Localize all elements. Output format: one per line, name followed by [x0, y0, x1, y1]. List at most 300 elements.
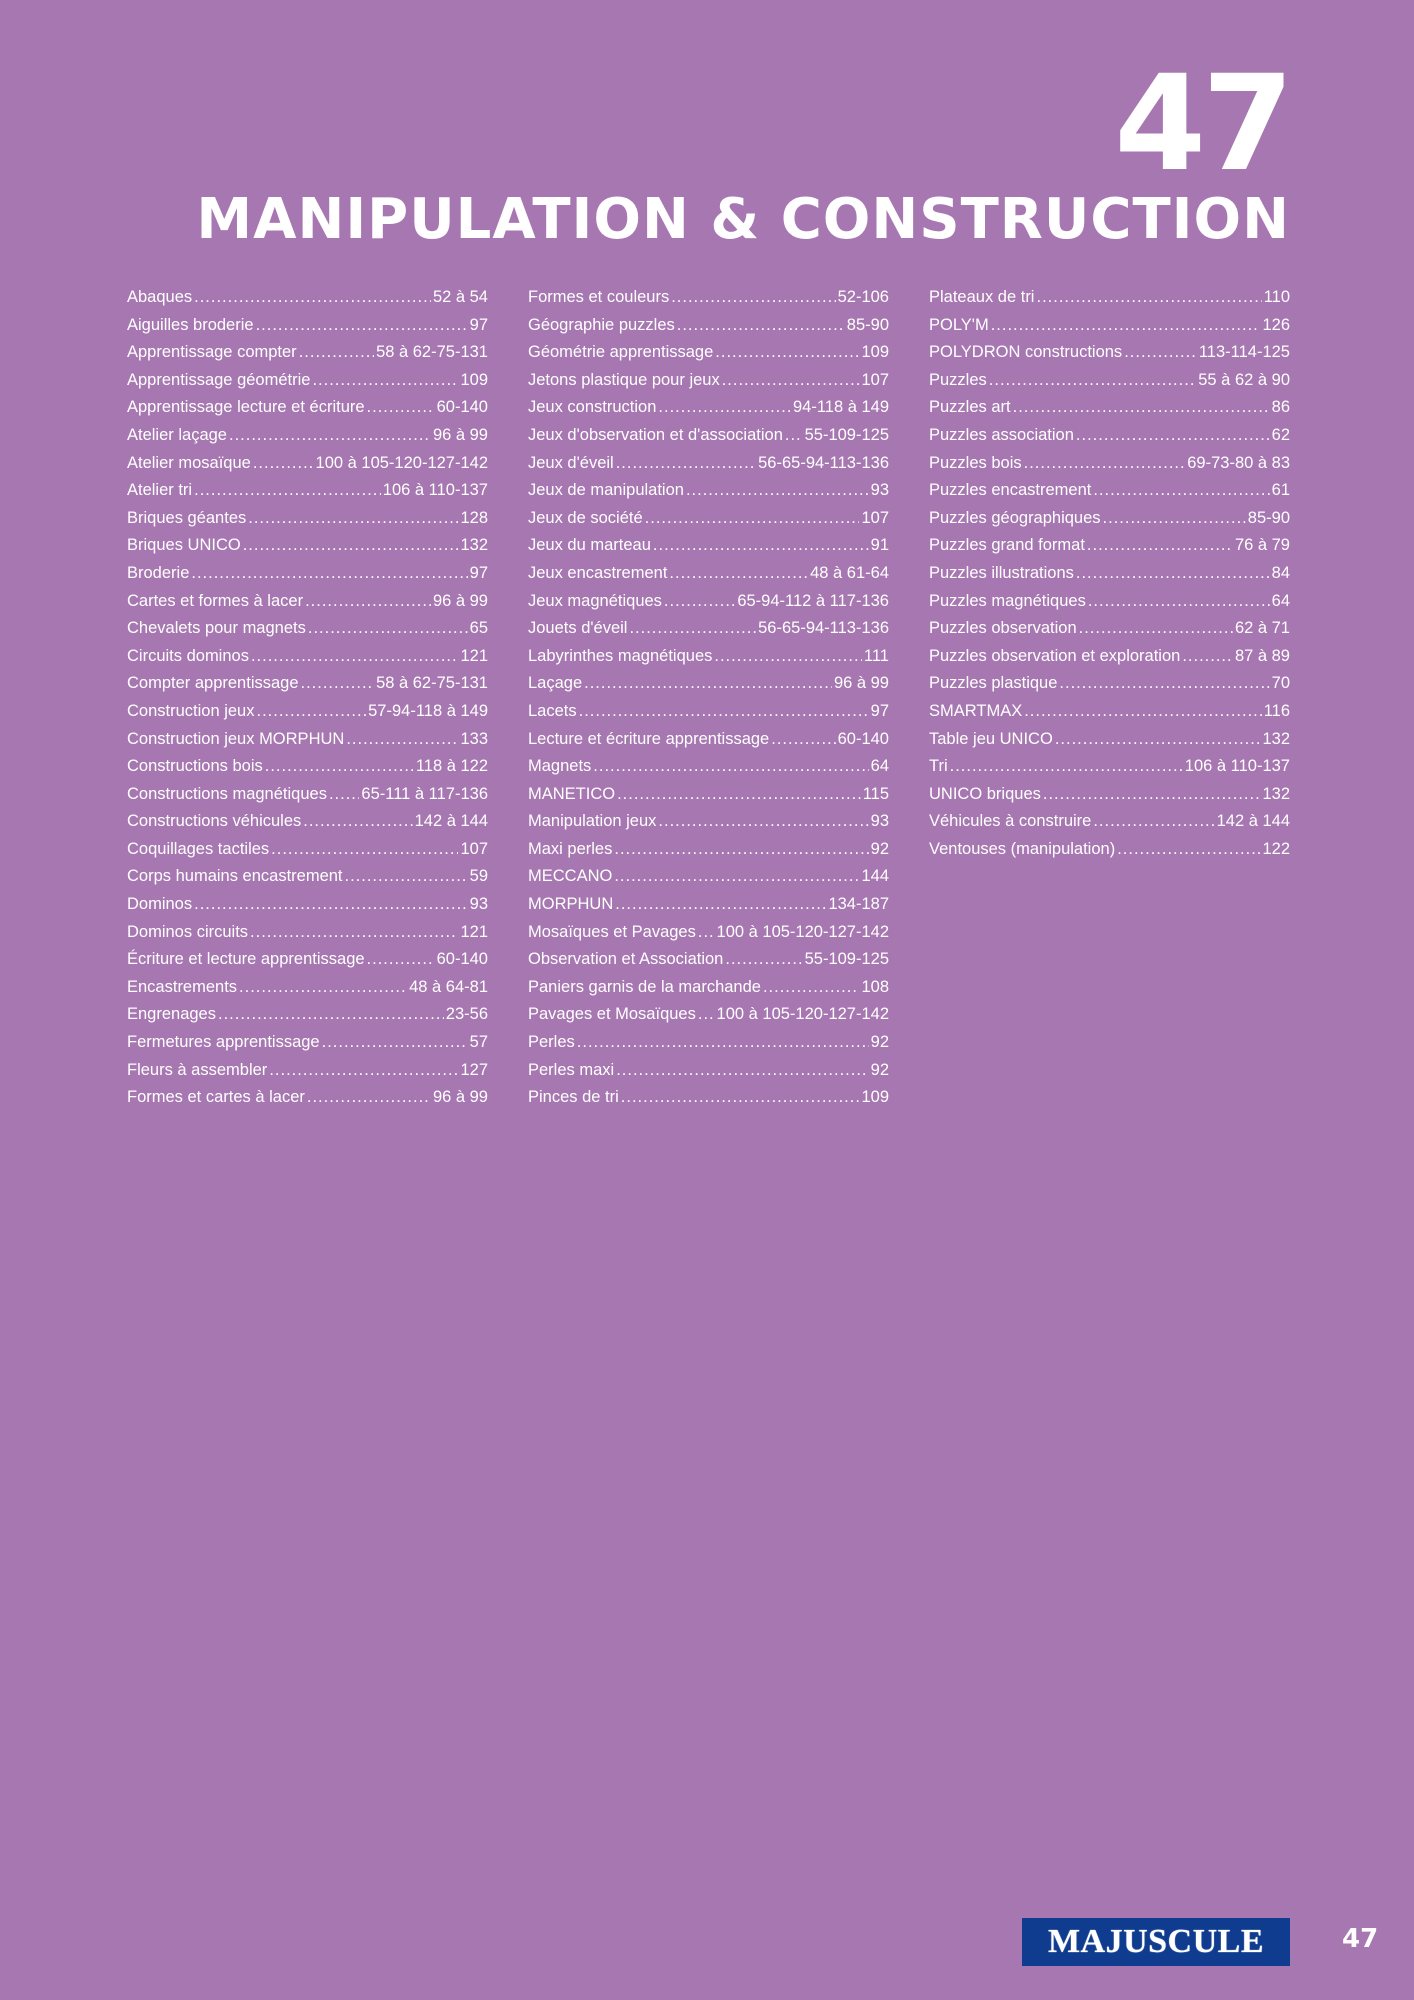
index-term: Puzzles magnétiques [929, 591, 1086, 610]
index-term: Géométrie apprentissage [528, 343, 714, 362]
index-pages: 111 [863, 646, 889, 665]
index-pages: 58 à 62-75-131 [376, 343, 488, 362]
index-term: Cartes et formes à lacer [127, 591, 304, 610]
dot-leader [722, 367, 860, 395]
index-pages: 106 à 110-137 [382, 481, 488, 500]
dot-leader [265, 753, 414, 781]
index-term: Abaques [127, 288, 193, 306]
index-entry [127, 781, 488, 809]
index-pages: 132 [460, 536, 488, 555]
dot-leader [785, 422, 803, 450]
index-entry [929, 505, 1290, 533]
index-pages: 100 à 105-120-127-142 [716, 1005, 889, 1024]
dot-leader [194, 477, 381, 505]
index-term: Table jeu UNICO [929, 729, 1053, 748]
index-term: Labyrinthes magnétiques [528, 646, 713, 665]
index-term: Apprentissage lecture et écriture [127, 398, 365, 417]
dot-leader [1103, 505, 1246, 533]
dot-leader [345, 863, 468, 891]
index-pages: 108 [861, 977, 889, 996]
index-term: Lacets [528, 701, 577, 720]
page-number: 47 [1342, 1924, 1379, 1954]
dot-leader [299, 339, 374, 367]
dot-leader [614, 836, 868, 864]
index-pages: 84 [1271, 563, 1290, 582]
index-term: MANETICO [528, 784, 616, 803]
dot-leader [584, 670, 832, 698]
index-column-2 [528, 284, 889, 1112]
index-term: Broderie [127, 563, 190, 582]
dot-leader [251, 643, 459, 671]
dot-leader [1043, 781, 1261, 809]
dot-leader [312, 367, 458, 395]
index-entry [528, 339, 889, 367]
index-entry [528, 312, 889, 340]
index-pages: 62 [1271, 425, 1290, 444]
index-entry [929, 394, 1290, 422]
index-pages: 23-56 [445, 1005, 488, 1024]
index-entry [528, 946, 889, 974]
index-term: Circuits dominos [127, 646, 249, 665]
index-term: Puzzles encastrement [929, 481, 1092, 500]
index-columns [127, 284, 1290, 1112]
dot-leader [715, 339, 859, 367]
dot-leader [305, 588, 431, 616]
index-term: Jouets d'éveil [528, 619, 628, 638]
index-term: Atelier laçage [127, 425, 227, 444]
index-pages: 76 à 79 [1234, 536, 1290, 555]
dot-leader [248, 505, 458, 533]
index-pages: 85-90 [1247, 508, 1290, 527]
index-entry [528, 505, 889, 533]
index-entry [929, 450, 1290, 478]
dot-leader [367, 394, 435, 422]
index-pages: 97 [469, 563, 488, 582]
index-entry [929, 477, 1290, 505]
dot-leader [271, 836, 458, 864]
index-entry [929, 560, 1290, 588]
dot-leader [614, 863, 859, 891]
dot-leader [686, 477, 869, 505]
index-pages: 97 [870, 701, 889, 720]
index-term: Puzzles association [929, 425, 1074, 444]
index-pages: 65-111 à 117-136 [361, 784, 488, 803]
index-pages: 69-73-80 à 83 [1187, 453, 1290, 472]
index-entry [528, 863, 889, 891]
index-pages: 97 [469, 315, 488, 334]
index-entry [929, 698, 1290, 726]
dot-leader [698, 919, 715, 947]
index-term: Paniers garnis de la marchande [528, 977, 761, 996]
index-pages: 133 [460, 729, 488, 748]
index-term: Maxi perles [528, 839, 613, 858]
index-term: Jeux de société [528, 508, 643, 527]
index-pages: 92 [870, 1033, 889, 1052]
index-term: Dominos [127, 895, 193, 914]
index-term: Formes et couleurs [528, 288, 670, 306]
index-pages: 144 [861, 867, 889, 886]
index-pages: 60-140 [436, 950, 488, 969]
index-term: Encastrements [127, 977, 238, 996]
index-entry [929, 670, 1290, 698]
index-entry [929, 367, 1290, 395]
index-term: Atelier mosaïque [127, 453, 251, 472]
dot-leader [194, 891, 468, 919]
index-entry [528, 1084, 889, 1112]
index-entry [528, 974, 889, 1002]
index-term: Pinces de tri [528, 1088, 619, 1107]
dot-leader [621, 1084, 860, 1112]
index-term: SMARTMAX [929, 701, 1023, 720]
index-term: Compter apprentissage [127, 674, 299, 693]
index-term: UNICO briques [929, 784, 1041, 803]
index-pages: 65 [469, 619, 488, 638]
index-pages: 93 [870, 481, 889, 500]
dot-leader [269, 1057, 458, 1085]
index-term: Puzzles bois [929, 453, 1022, 472]
index-entry [929, 808, 1290, 836]
index-entry [929, 615, 1290, 643]
index-entry [929, 643, 1290, 671]
index-entry [127, 312, 488, 340]
dot-leader [1024, 698, 1261, 726]
index-pages: 91 [870, 536, 889, 555]
index-pages: 94-118 à 149 [792, 398, 889, 417]
index-pages: 93 [870, 812, 889, 831]
index-term: Constructions magnétiques [127, 784, 327, 803]
index-term: Magnets [528, 757, 592, 776]
index-term: Constructions bois [127, 757, 263, 776]
index-entry [929, 312, 1290, 340]
dot-leader [577, 1029, 869, 1057]
dot-leader [1036, 284, 1261, 312]
index-pages: 85-90 [846, 315, 889, 334]
dot-leader [991, 312, 1261, 340]
index-term: Puzzles observation et exploration [929, 646, 1181, 665]
dot-leader [303, 808, 412, 836]
dot-leader [658, 808, 868, 836]
brand-name: MAJUSCULE [1047, 1923, 1265, 1960]
index-pages: 60-140 [837, 729, 889, 748]
dot-leader [308, 615, 468, 643]
dot-leader [698, 1001, 715, 1029]
index-pages: 48 à 64-81 [409, 977, 488, 996]
dot-leader [194, 284, 431, 312]
index-term: Tri [929, 757, 948, 776]
index-pages: 55-109-125 [804, 425, 889, 444]
index-term: Construction jeux MORPHUN [127, 729, 345, 748]
index-entry [127, 753, 488, 781]
dot-leader [1182, 643, 1233, 671]
dot-leader [1055, 726, 1261, 754]
dot-leader [989, 367, 1196, 395]
index-term: Pavages et Mosaïques [528, 1005, 696, 1024]
dot-leader [669, 560, 808, 588]
index-entry [528, 532, 889, 560]
index-entry [127, 505, 488, 533]
index-term: POLY'M [929, 315, 989, 334]
index-pages: 62 à 71 [1234, 619, 1290, 638]
index-term: Atelier tri [127, 481, 193, 500]
dot-leader [629, 615, 756, 643]
index-term: Apprentissage compter [127, 343, 297, 362]
index-entry [528, 1029, 889, 1057]
index-pages: 107 [861, 508, 889, 527]
dot-leader [615, 891, 826, 919]
index-pages: 65-94-112 à 117-136 [737, 591, 889, 610]
dot-leader [1024, 450, 1186, 478]
index-entry [528, 477, 889, 505]
dot-leader [239, 974, 407, 1002]
index-pages: 57 [469, 1033, 488, 1052]
index-term: Jeux de manipulation [528, 481, 684, 500]
index-pages: 92 [870, 839, 889, 858]
index-entry [528, 753, 889, 781]
index-entry [127, 698, 488, 726]
index-pages: 127 [460, 1060, 488, 1079]
index-entry [127, 836, 488, 864]
dot-leader [658, 394, 791, 422]
index-entry [127, 974, 488, 1002]
dot-leader [616, 1057, 868, 1085]
index-entry [127, 1029, 488, 1057]
index-term: MORPHUN [528, 895, 614, 914]
index-pages: 92 [870, 1060, 889, 1079]
index-pages: 86 [1271, 398, 1290, 417]
index-entry [127, 891, 488, 919]
dot-leader [191, 560, 467, 588]
index-pages: 64 [1271, 591, 1290, 610]
index-term: POLYDRON constructions [929, 343, 1123, 362]
index-term: Coquillages tactiles [127, 839, 270, 858]
dot-leader [307, 1084, 431, 1112]
index-pages: 56-65-94-113-136 [758, 619, 889, 638]
index-term: Jeux du marteau [528, 536, 651, 555]
index-term: Puzzles [929, 370, 987, 389]
dot-leader [1093, 808, 1214, 836]
index-pages: 52 à 54 [432, 288, 488, 306]
dot-leader [256, 698, 366, 726]
index-pages: 134-187 [828, 895, 889, 914]
index-term: Perles [528, 1033, 575, 1052]
index-entry [528, 781, 889, 809]
dot-leader [593, 753, 868, 781]
index-term: Puzzles géographiques [929, 508, 1101, 527]
dot-leader [714, 643, 862, 671]
index-pages: 52-106 [837, 288, 889, 306]
index-pages: 55 à 62 à 90 [1198, 370, 1290, 389]
index-term: Manipulation jeux [528, 812, 657, 831]
dot-leader [346, 726, 458, 754]
index-entry [528, 615, 889, 643]
index-entry [127, 588, 488, 616]
index-term: Fermetures apprentissage [127, 1033, 320, 1052]
index-entry [127, 284, 488, 312]
index-pages: 126 [1262, 315, 1290, 334]
index-pages: 87 à 89 [1234, 646, 1290, 665]
index-term: Engrenages [127, 1005, 216, 1024]
dot-leader [579, 698, 869, 726]
index-pages: 58 à 62-75-131 [376, 674, 488, 693]
index-term: Observation et Association [528, 950, 724, 969]
index-term: Corps humains encastrement [127, 867, 343, 886]
index-term: Fleurs à assembler [127, 1060, 268, 1079]
dot-leader [253, 450, 314, 478]
dot-leader [256, 312, 468, 340]
index-pages: 107 [861, 370, 889, 389]
index-pages: 142 à 144 [414, 812, 488, 831]
index-entry [929, 753, 1290, 781]
index-term: Puzzles illustrations [929, 563, 1074, 582]
index-entry [127, 532, 488, 560]
dot-leader [322, 1029, 468, 1057]
dot-leader [367, 946, 435, 974]
index-term: Mosaïques et Pavages [528, 922, 696, 941]
index-term: Jetons plastique pour jeux [528, 370, 720, 389]
index-pages: 128 [460, 508, 488, 527]
dot-leader [1087, 532, 1233, 560]
index-term: Laçage [528, 674, 583, 693]
index-term: Lecture et écriture apprentissage [528, 729, 770, 748]
dot-leader [218, 1001, 444, 1029]
index-term: Apprentissage géométrie [127, 370, 311, 389]
index-entry [929, 588, 1290, 616]
index-pages: 109 [460, 370, 488, 389]
index-entry [127, 615, 488, 643]
index-term: Puzzles art [929, 398, 1011, 417]
index-term: Briques UNICO [127, 536, 241, 555]
index-pages: 110 [1263, 288, 1290, 306]
index-term: Géographie puzzles [528, 315, 675, 334]
index-entry [528, 367, 889, 395]
index-entry [127, 450, 488, 478]
index-entry [127, 919, 488, 947]
index-entry [127, 422, 488, 450]
index-pages: 132 [1262, 729, 1290, 748]
section-title: MANIPULATION & CONSTRUCTION [196, 187, 1290, 252]
index-term: Construction jeux [127, 701, 255, 720]
dot-leader [677, 312, 845, 340]
index-entry [929, 781, 1290, 809]
index-term: Formes et cartes à lacer [127, 1088, 305, 1107]
dot-leader [725, 946, 802, 974]
index-entry [127, 560, 488, 588]
index-term: Jeux encastrement [528, 563, 668, 582]
index-entry [127, 726, 488, 754]
index-pages: 96 à 99 [432, 1088, 488, 1107]
index-term: Briques géantes [127, 508, 247, 527]
index-term: Perles maxi [528, 1060, 615, 1079]
index-pages: 60-140 [436, 398, 488, 417]
index-entry [528, 560, 889, 588]
index-pages: 70 [1271, 674, 1290, 693]
index-term: Ventouses (manipulation) [929, 839, 1116, 858]
dot-leader [1013, 394, 1270, 422]
index-entry [929, 532, 1290, 560]
index-entry [929, 726, 1290, 754]
index-entry [127, 1057, 488, 1085]
index-entry [127, 863, 488, 891]
index-entry [528, 726, 889, 754]
index-entry [127, 339, 488, 367]
dot-leader [617, 781, 861, 809]
index-entry [929, 422, 1290, 450]
dot-leader [664, 588, 735, 616]
index-entry [528, 919, 889, 947]
index-entry [929, 836, 1290, 864]
index-pages: 118 à 122 [415, 757, 488, 776]
index-pages: 96 à 99 [432, 425, 488, 444]
index-entry [528, 836, 889, 864]
index-entry [528, 284, 889, 312]
dot-leader [1124, 339, 1197, 367]
index-pages: 57-94-118 à 149 [368, 701, 488, 720]
index-term: Constructions véhicules [127, 812, 302, 831]
index-pages: 122 [1262, 839, 1290, 858]
dot-leader [1076, 560, 1270, 588]
index-pages: 116 [1263, 701, 1290, 720]
index-column-3 [929, 284, 1290, 1112]
index-pages: 109 [861, 1088, 889, 1107]
dot-leader [1059, 670, 1269, 698]
index-entry [528, 1057, 889, 1085]
index-pages: 121 [460, 922, 488, 941]
index-pages: 113-114-125 [1198, 343, 1290, 362]
index-term: Dominos circuits [127, 922, 249, 941]
dot-leader [653, 532, 869, 560]
index-pages: 56-65-94-113-136 [758, 453, 889, 472]
index-entry [528, 698, 889, 726]
dot-leader [243, 532, 459, 560]
index-entry [528, 394, 889, 422]
index-term: Véhicules à construire [929, 812, 1092, 831]
index-pages: 142 à 144 [1216, 812, 1290, 831]
index-term: Écriture et lecture apprentissage [127, 950, 365, 969]
index-pages: 121 [460, 646, 488, 665]
index-pages: 61 [1271, 481, 1290, 500]
index-entry [528, 808, 889, 836]
dot-leader [1088, 588, 1270, 616]
index-entry [127, 643, 488, 671]
index-term: Puzzles plastique [929, 674, 1058, 693]
index-entry [528, 891, 889, 919]
index-pages: 96 à 99 [432, 591, 488, 610]
index-pages: 109 [861, 343, 889, 362]
dot-leader [1079, 615, 1233, 643]
dot-leader [1093, 477, 1269, 505]
index-pages: 106 à 110-137 [1184, 757, 1290, 776]
index-entry [127, 670, 488, 698]
index-term: Jeux construction [528, 398, 657, 417]
dot-leader [301, 670, 375, 698]
index-entry [127, 808, 488, 836]
index-term: Jeux magnétiques [528, 591, 662, 610]
dot-leader [229, 422, 431, 450]
index-entry [528, 588, 889, 616]
index-term: Jeux d'éveil [528, 453, 614, 472]
dot-leader [250, 919, 458, 947]
index-entry [528, 643, 889, 671]
dot-leader [950, 753, 1183, 781]
index-pages: 96 à 99 [833, 674, 889, 693]
index-entry [929, 284, 1290, 312]
section-number: 47 [1114, 47, 1290, 201]
index-entry [528, 670, 889, 698]
dot-leader [645, 505, 860, 533]
index-entry [127, 394, 488, 422]
index-pages: 48 à 61-64 [810, 563, 889, 582]
dot-leader [616, 450, 756, 478]
